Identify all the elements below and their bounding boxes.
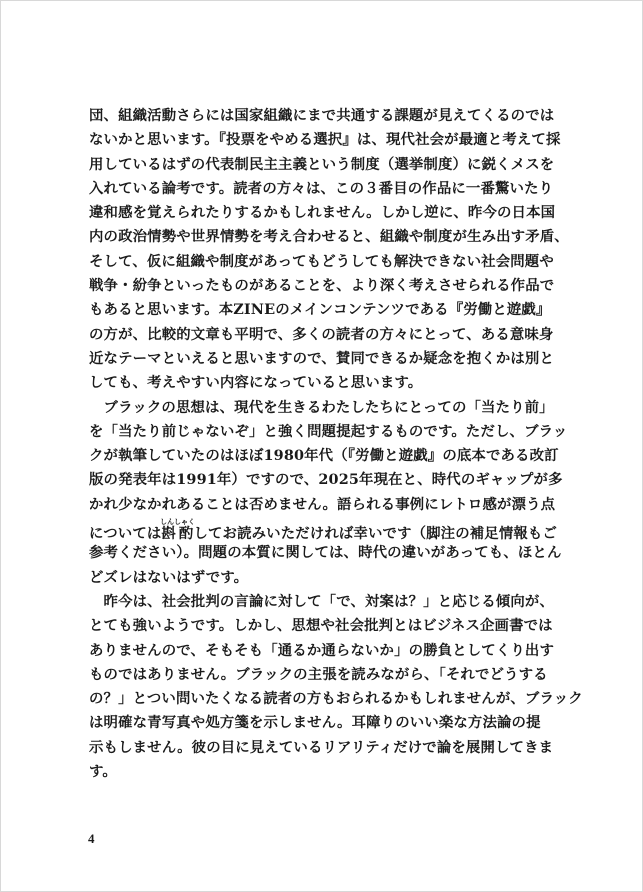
text-line-with-ruby	[89, 517, 559, 541]
text-line: しても、考えやすい内容になっていると思います。	[89, 374, 423, 392]
text-line: 団、組織活動さらには国家組織にまで共通する課題が見えてくるのでは	[89, 107, 555, 124]
text-line: 参考ください）。問題の本質に関しては、時代の違いがあっても、ほとん	[89, 544, 562, 562]
ruby-base: 斟酌	[159, 525, 195, 543]
text-line: 近なテーマといえると思いますので、賛同できるか疑念を抱くかは別と	[89, 349, 555, 367]
text-line: 違和感を覚えられたりするかもしれません。しかし逆に、昨今の日本国	[89, 204, 556, 222]
text-line: を「当たり前じゃないぞ」と強く問題提起するものです。ただし、ブラッ	[89, 422, 568, 440]
text-line: す。	[89, 763, 117, 781]
text-line: どズレはないはずです。	[89, 568, 249, 586]
text-line: 内の政治情勢や世界情勢を考え合わせると、組織や制度が生み出す矛盾、	[89, 228, 569, 246]
text-line: 昨今は、社会批判の言論に対して「で、対案は？」と応じる傾向が、	[89, 592, 555, 610]
body-text	[89, 104, 583, 784]
text-line: ブラックの思想は、現代を生きるわたしたちにとっての「当たり前」	[89, 398, 554, 416]
ruby-annotation	[159, 517, 195, 543]
text-line: そして、仮に組織や制度があってもどうしても解決できない社会問題や	[89, 252, 554, 270]
text-line: ないかと思います。『投票をやめる選択』は、現代社会が最適と考えて採	[89, 131, 561, 149]
text-line: 入れている論考です。読者の方々は、この３番目の作品に一番驚いたり	[89, 179, 554, 197]
text-line: もあると思います。本ZINEのメインコンテンツである『労働と遊戯』	[89, 301, 551, 319]
text-line: の？」とつい問いたくなる読者の方もおられるかもしれませんが、ブラック	[89, 690, 583, 708]
text-line: 示もしません。彼の目に見えているリアリティだけで論を展開してきま	[89, 738, 554, 756]
ruby-reading: しんしゃく	[159, 517, 195, 527]
text-line: 戦争・紛争といったものがあることを、より深く考えさせられる作品で	[89, 277, 555, 295]
text-line: ありませんので、そもそも「通るか通らないか」の勝負としてくり出す	[89, 641, 555, 659]
ruby-line-before: については	[89, 525, 162, 543]
text-line: とても強いようです。しかし、思想や社会批判とはビジネス企画書では	[89, 617, 553, 635]
page-number: 4	[88, 831, 95, 846]
text-line: は明確な青写真や処方箋を示しません。耳障りのいい楽な方法論の提	[89, 714, 541, 732]
text-line: かれ少なかれあることは否めません。語られる事例にレトロ感が漂う点	[89, 495, 556, 513]
text-line: の方が、比較的文章も平明で、多くの読者の方々にとって、ある意味身	[89, 325, 554, 343]
text-line: 版の発表年は1991年）ですので、2025年現在と、時代のギャップが多	[89, 471, 563, 489]
text-line: 用しているはずの代表制民主主義という制度（選挙制度）に鋭くメスを	[89, 155, 555, 173]
text-line: ものではありません。ブラックの主張を読みながら、「それでどうする	[89, 665, 548, 683]
text-line: クが執筆していたのはほぼ1980年代（『労働と遊戯』の底本である改訂	[89, 447, 559, 465]
ruby-line-after: してお読みいただければ幸いです（脚注の補足情報もご	[193, 525, 557, 543]
